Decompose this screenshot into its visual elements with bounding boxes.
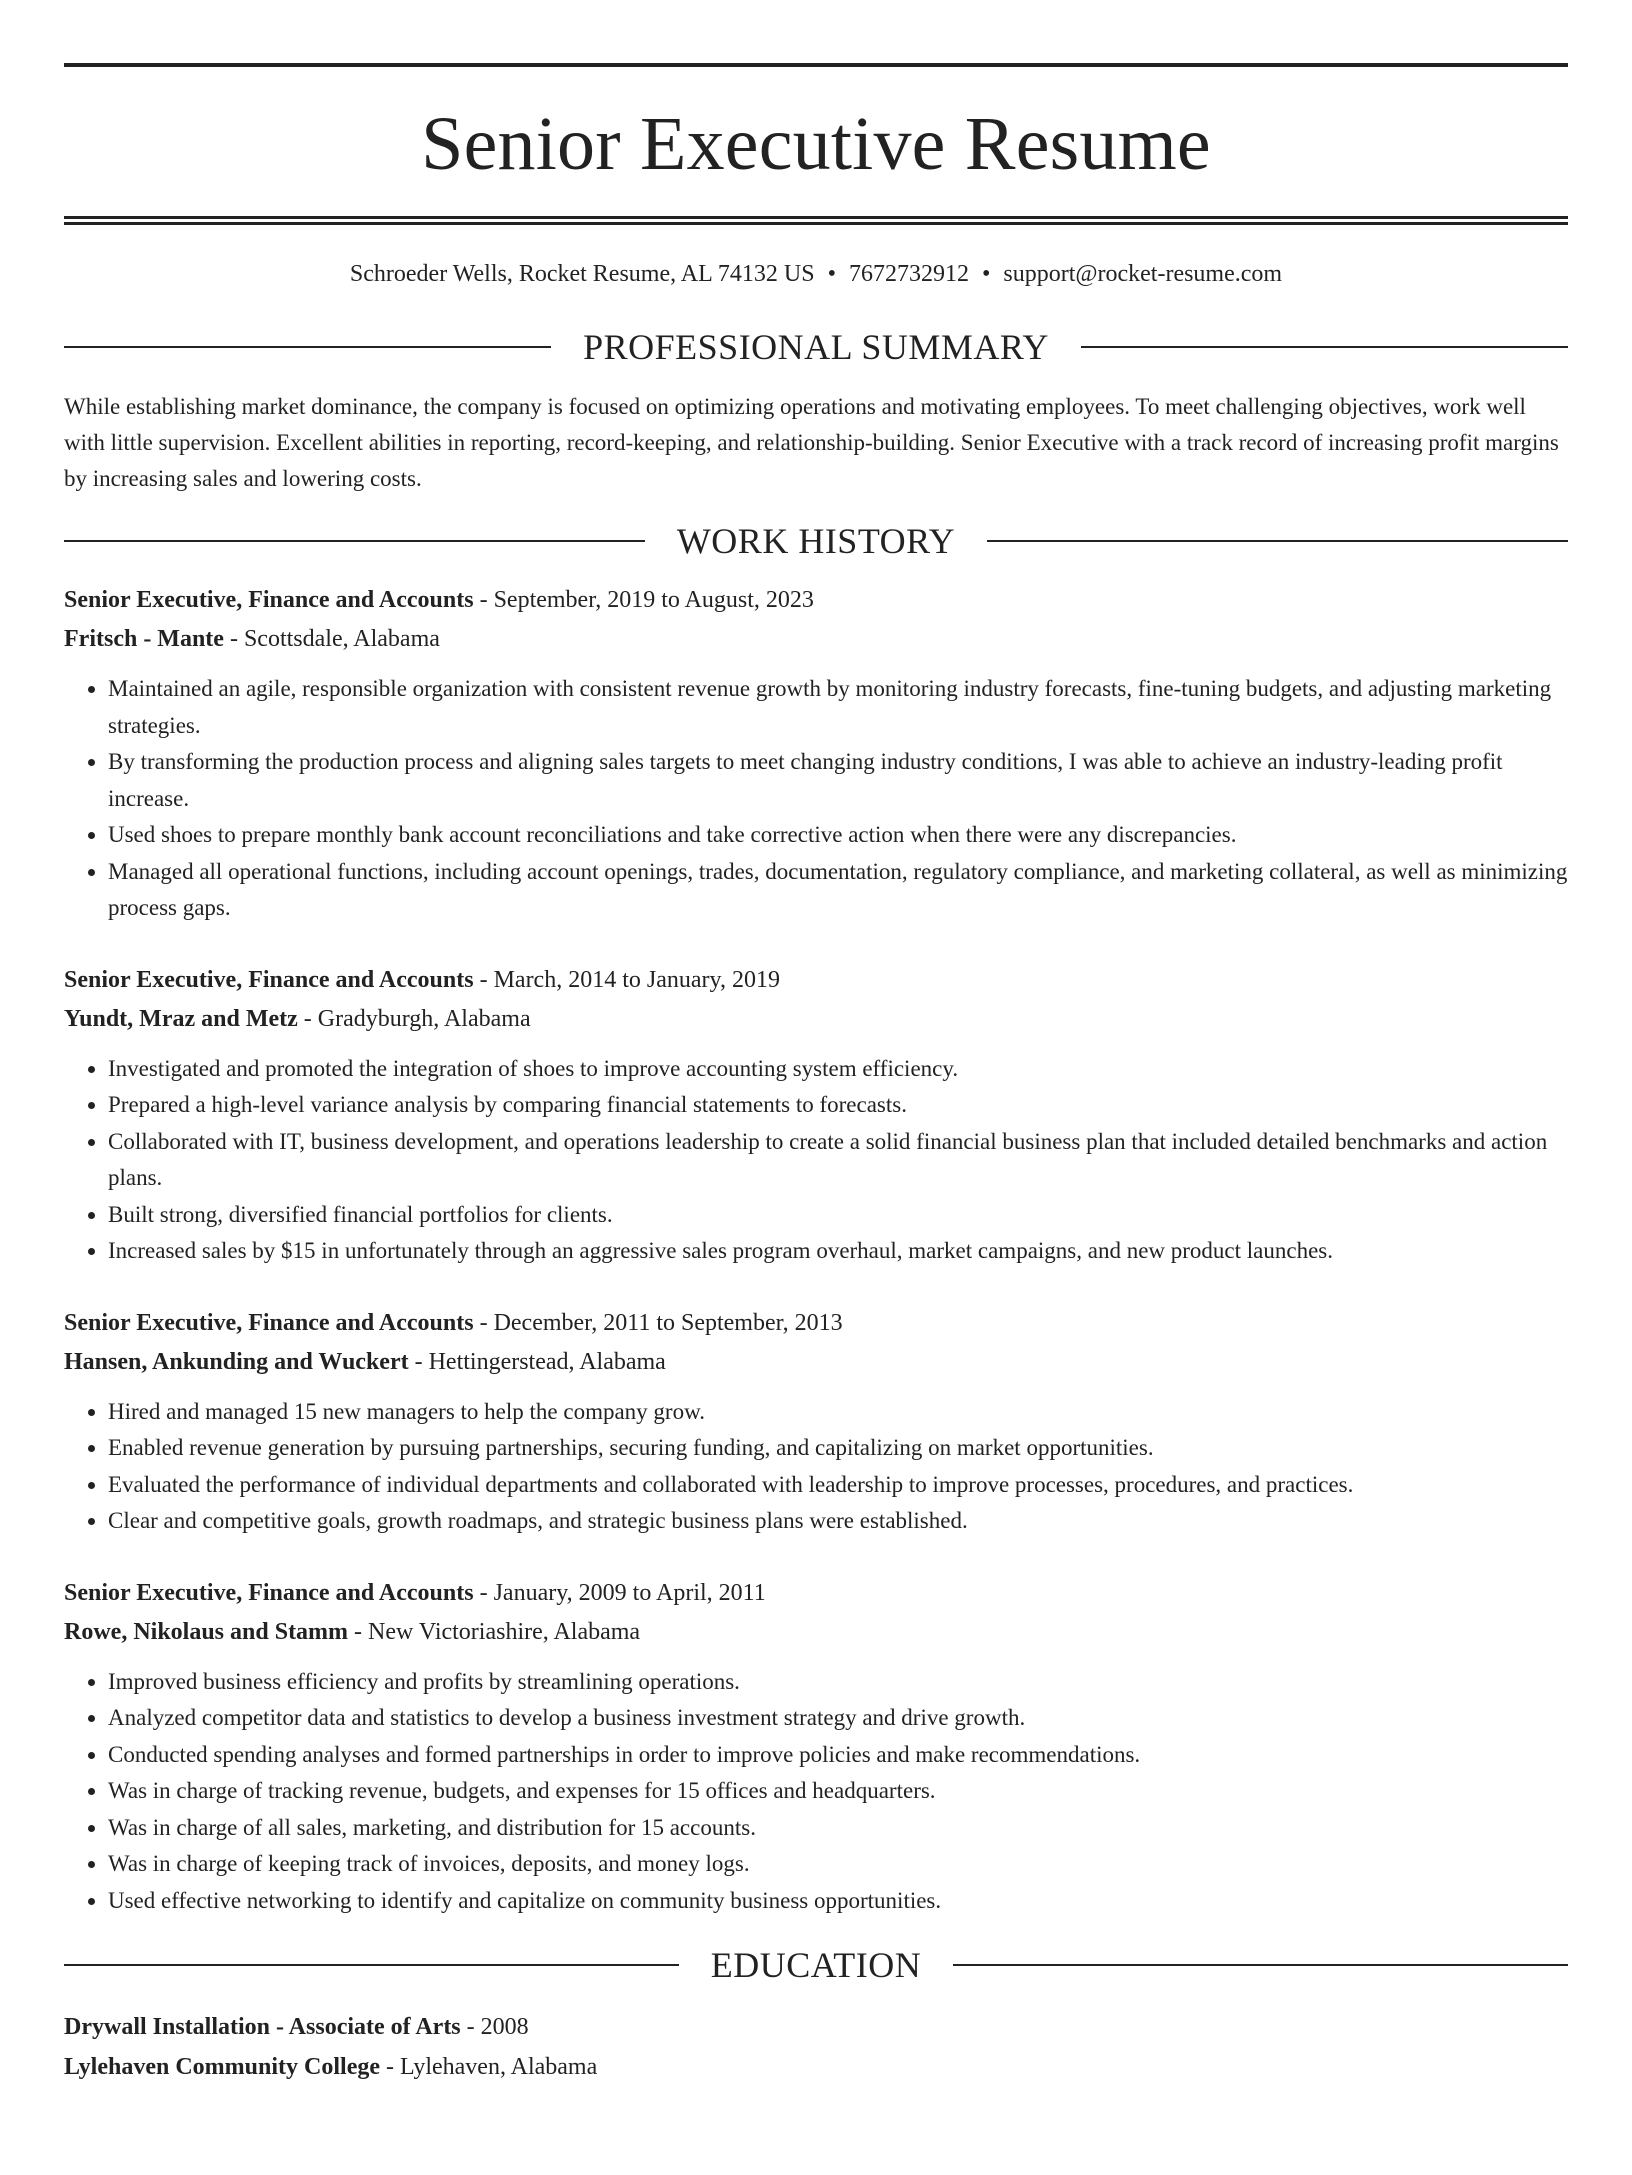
job-bullet: • Hired and managed 15 new managers to help the company grow.: [108, 1394, 1568, 1431]
job-dates: - March, 2014 to January, 2019: [473, 966, 780, 993]
job-company: Hansen, Ankunding and Wuckert: [64, 1348, 409, 1375]
job-bullet: • Was in charge of keeping track of invoices, deposits, and money logs.: [108, 1846, 1568, 1883]
job-dates: - December, 2011 to September, 2013: [473, 1309, 843, 1336]
job-company-line: [64, 1000, 1568, 1039]
job-location: - Hettingerstead, Alabama: [408, 1348, 666, 1375]
job-location: - New Victoriashire, Alabama: [348, 1618, 641, 1645]
job-company: Fritsch - Mante: [64, 626, 224, 652]
job-title-line: [64, 1304, 1568, 1343]
job-bullet: • Evaluated the performance of individual departments and collaborated with leadership to improve processes, procedures, and practices.: [108, 1467, 1568, 1504]
job-title-line: [64, 961, 1568, 1000]
job-location: - Gradyburgh, Alabama: [297, 1005, 531, 1032]
job-bullet: • Prepared a high-level variance analysis by comparing financial statements to forecasts.: [108, 1087, 1568, 1124]
job-company: Yundt, Mraz and Metz: [64, 1005, 298, 1032]
job-bullet: • Increased sales by $15 in unfortunately through an aggressive sales program overhaul, market campaigns, and new product launches.: [108, 1233, 1568, 1270]
section-heading-education: [64, 1943, 1568, 1987]
job-dates: - January, 2009 to April, 2011: [473, 1579, 766, 1606]
job-company-line: [64, 1613, 1568, 1652]
job-entry: [64, 961, 1568, 1270]
heading-rule-left: [64, 346, 551, 348]
job-bullet: • Clear and competitive goals, growth roadmaps, and strategic business plans were established.: [108, 1503, 1568, 1540]
job-bullets: [64, 671, 1568, 927]
contact-separator: •: [827, 261, 836, 287]
job-bullet: • Was in charge of tracking revenue, budgets, and expenses for 15 offices and headquarters.: [108, 1773, 1568, 1810]
contact-separator: •: [981, 261, 991, 287]
contact-email: support@rocket-resume.com: [1003, 261, 1283, 287]
job-bullet: • Used shoes to prepare monthly bank account reconciliations and take corrective action when there were any discrepancies.: [108, 817, 1568, 854]
job-location: - Scottsdale, Alabama: [223, 626, 440, 652]
job-bullet: • Used effective networking to identify and capitalize on community business opportunities.: [108, 1883, 1568, 1920]
job-title-line: [64, 581, 1568, 620]
job-title: Senior Executive, Finance and Accounts: [64, 966, 474, 993]
education-location: - Lylehaven, Alabama: [380, 2054, 598, 2080]
job-bullet: • Managed all operational functions, including account openings, trades, documentation, regulatory compliance, and marketing collateral, as well as minimizing process gaps.: [108, 854, 1568, 927]
contact-line: [64, 259, 1568, 289]
job-bullet: • Enabled revenue generation by pursuing partnerships, securing funding, and capitalizing on market opportunities.: [108, 1430, 1568, 1467]
job-bullets: [64, 1664, 1568, 1920]
job-bullet: • Improved business efficiency and profits by streamlining operations.: [108, 1664, 1568, 1701]
top-rule: [64, 63, 1568, 67]
section-heading-work-history: [64, 519, 1568, 563]
education-school: Lylehaven Community College: [64, 2054, 380, 2080]
education-degree-line: [64, 2007, 1568, 2047]
job-title: Senior Executive, Finance and Accounts: [64, 1579, 474, 1606]
contact-phone: 7672732912: [848, 261, 969, 287]
heading-rule-right: [1081, 346, 1568, 348]
heading-rule-right: [953, 1964, 1568, 1966]
education-school-line: [64, 2047, 1568, 2087]
education-degree: Drywall Installation - Associate of Arts: [64, 2014, 461, 2040]
contact-address: Schroeder Wells, Rocket Resume, AL 74132 US: [349, 261, 815, 287]
job-bullets: [64, 1394, 1568, 1540]
job-bullet: • Built strong, diversified financial portfolios for clients.: [108, 1197, 1568, 1234]
job-company-line: [64, 1343, 1568, 1382]
job-bullet: • Investigated and promoted the integration of shoes to improve accounting system efficiency.: [108, 1051, 1568, 1088]
education-entry: [64, 2007, 1568, 2087]
job-bullet: • Maintained an agile, responsible organization with consistent revenue growth by monitoring industry forecasts, fine-tuning budgets, and adjusting marketing strategies.: [108, 671, 1568, 744]
job-company: Rowe, Nikolaus and Stamm: [64, 1618, 349, 1645]
title-double-rule: [64, 216, 1568, 225]
job-bullets: [64, 1051, 1568, 1270]
heading-rule-left: [64, 1964, 679, 1966]
job-entry: [64, 1304, 1568, 1540]
job-title-line: [64, 1574, 1568, 1613]
section-title: EDUCATION: [710, 1945, 922, 1985]
job-bullet: • Was in charge of all sales, marketing, and distribution for 15 accounts.: [108, 1810, 1568, 1847]
job-bullet: • Analyzed competitor data and statistics to develop a business investment strategy and drive growth.: [108, 1700, 1568, 1737]
job-bullet: • Collaborated with IT, business development, and operations leadership to create a solid financial business plan that included detailed benchmarks and action plans.: [108, 1124, 1568, 1197]
section-heading-summary: [64, 325, 1568, 369]
job-dates: - September, 2019 to August, 2023: [473, 587, 814, 613]
job-entry: [64, 581, 1568, 927]
job-list: [64, 581, 1568, 1919]
resume-page: [0, 63, 1632, 2175]
resume-title: Senior Executive Resume: [421, 102, 1211, 186]
section-title: PROFESSIONAL SUMMARY: [583, 327, 1049, 367]
heading-rule-right: [987, 540, 1568, 542]
job-company-line: [64, 620, 1568, 659]
job-bullet: • Conducted spending analyses and formed partnerships in order to improve policies and make recommendations.: [108, 1737, 1568, 1774]
education-year: - 2008: [460, 2014, 529, 2040]
heading-rule-left: [64, 540, 645, 542]
job-entry: [64, 1574, 1568, 1920]
section-title: WORK HISTORY: [676, 521, 956, 561]
job-title: Senior Executive, Finance and Accounts: [64, 587, 474, 613]
job-title: Senior Executive, Finance and Accounts: [64, 1309, 474, 1336]
job-bullet: • By transforming the production process and aligning sales targets to meet changing industry conditions, I was able to achieve an industry-leading profit increase.: [108, 744, 1568, 817]
summary-text: While establishing market dominance, the company is focused on optimizing operations and motivating employees. To meet challenging objectives, work well with little supervision. Excellent abilities in reporting, record-keeping, and relationship-building. Senior Executive with a track record of increasing profit margins by increasing sales and lowering costs.: [64, 394, 1559, 491]
